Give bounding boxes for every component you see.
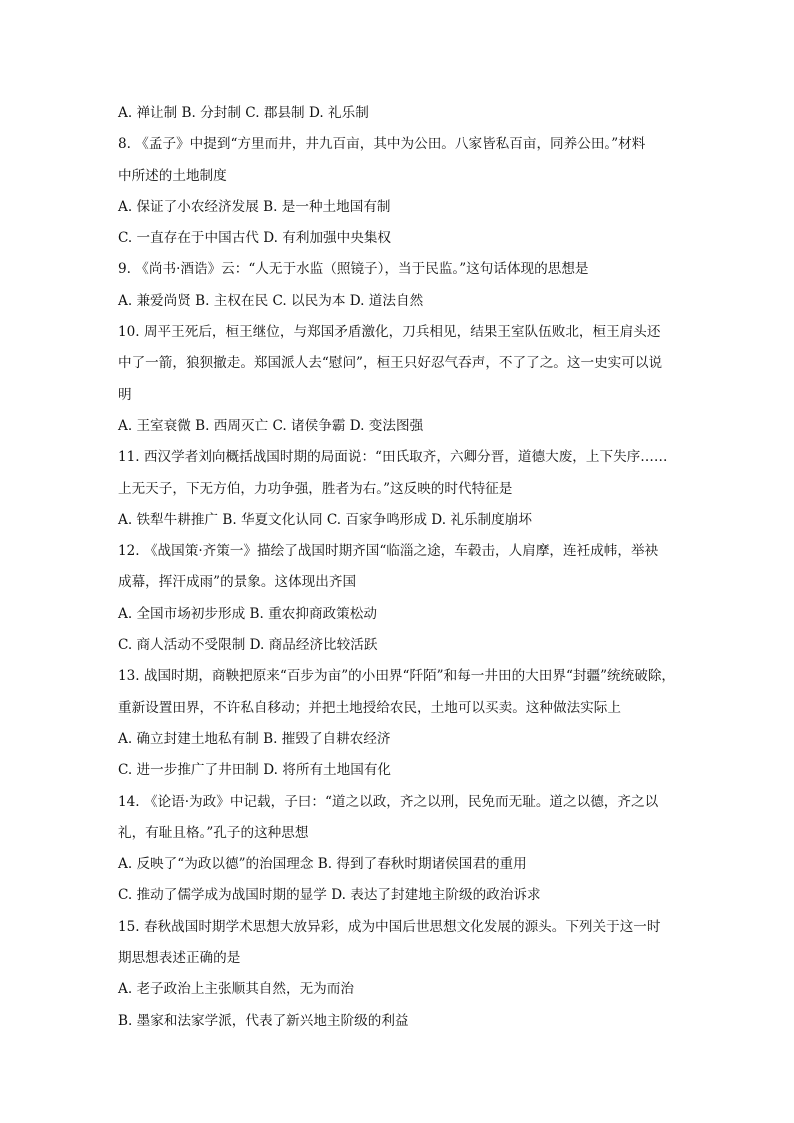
question-9-text: 9. 《尚书·酒诰》云：“人无于水监（照镜子），当于民监。”这句话体现的思想是: [118, 261, 589, 278]
question-12-text: 12. 《战国策·齐策一》描绘了战国时期齐国“临淄之途，车毂击，人肩摩，连衽成帏，举袂: [118, 543, 659, 560]
question-15-text: 15. 春秋战国时期学术思想大放异彩，成为中国后世思想文化发展的源头。下列关于这一时: [118, 918, 661, 935]
option-row-q12-a: A. 全国市场初步形成 B. 重农抑商政策松动: [118, 605, 377, 622]
option-row-q8-a: A. 保证了小农经济发展 B. 是一种土地国有制: [118, 198, 391, 215]
option-row-q8-c: C. 一直存在于中国古代 D. 有利加强中央集权: [118, 230, 392, 247]
option-row-q14-a: A. 反映了“为政以德”的治国理念 B. 得到了春秋时期诸侯国君的重用: [118, 856, 527, 873]
question-12-text-cont: 成幕，挥汗成雨”的景象。这体现出齐国: [118, 574, 357, 591]
question-10-text: 10. 周平王死后，桓王继位，与郑国矛盾激化，刀兵相见，结果王室队伍败北，桓王肩头还: [118, 324, 661, 341]
question-11-text-cont: 上无天子，下无方伯，力功争强，胜者为右。”这反映的时代特征是: [118, 480, 513, 497]
option-row-q14-c: C. 推动了儒学成为战国时期的显学 D. 表达了封建地主阶级的政治诉求: [118, 887, 541, 904]
question-13-text: 13. 战国时期，商鞅把原来“百步为亩”的小田界“阡陌”和每一井田的大田界“封疆”统统破除，: [118, 668, 676, 685]
option-row-q15-b: B. 墨家和法家学派，代表了新兴地主阶级的利益: [118, 1012, 409, 1029]
question-15-text-cont: 期思想表述正确的是: [118, 950, 241, 967]
option-row-q12-c: C. 商人活动不受限制 D. 商品经济比较活跃: [118, 637, 378, 654]
exam-page: [118, 98, 684, 1037]
option-row-q10: A. 王室衰微 B. 西周灭亡 C. 诸侯争霸 D. 变法图强: [118, 417, 424, 434]
question-10-text-cont: 中了一箭，狼狈撤走。郑国派人去“慰问”，桓王只好忍气吞声，不了了之。这一史实可以说: [118, 355, 663, 372]
option-row-q11: A. 铁犁牛耕推广 B. 华夏文化认同 C. 百家争鸣形成 D. 礼乐制度崩坏: [118, 511, 532, 528]
question-8-text-cont: 中所述的土地制度: [118, 167, 227, 184]
question-13-text-cont: 重新设置田界，不许私自移动；并把土地授给农民，土地可以买卖。这种做法实际上: [118, 699, 621, 716]
question-10-text-end: 明: [118, 386, 132, 403]
option-row-q9: A. 兼爱尚贤 B. 主权在民 C. 以民为本 D. 道法自然: [118, 292, 424, 309]
option-row-q13-a: A. 确立封建土地私有制 B. 摧毁了自耕农经济: [118, 730, 391, 747]
question-14-text-cont: 礼，有耻且格。”孔子的这种思想: [118, 824, 309, 841]
option-row-q15-a: A. 老子政治上主张顺其自然，无为而治: [118, 981, 354, 998]
question-8-text: 8. 《孟子》中提到“方里而井，井九百亩，其中为公田。八家皆私百亩，同养公田。”材料: [118, 136, 646, 153]
question-11-text: 11. 西汉学者刘向概括战国时期的局面说：“田氏取齐，六卿分晋，道德大废，上下失序……: [118, 449, 668, 466]
option-row-q13-c: C. 进一步推广了井田制 D. 将所有土地国有化: [118, 762, 392, 779]
option-row-q7: A. 禅让制 B. 分封制 C. 郡县制 D. 礼乐制: [118, 105, 369, 121]
question-14-text: 14. 《论语·为政》中记载，子曰：“道之以政，齐之以刑，民免而无耻。道之以德，齐之以: [118, 793, 659, 810]
